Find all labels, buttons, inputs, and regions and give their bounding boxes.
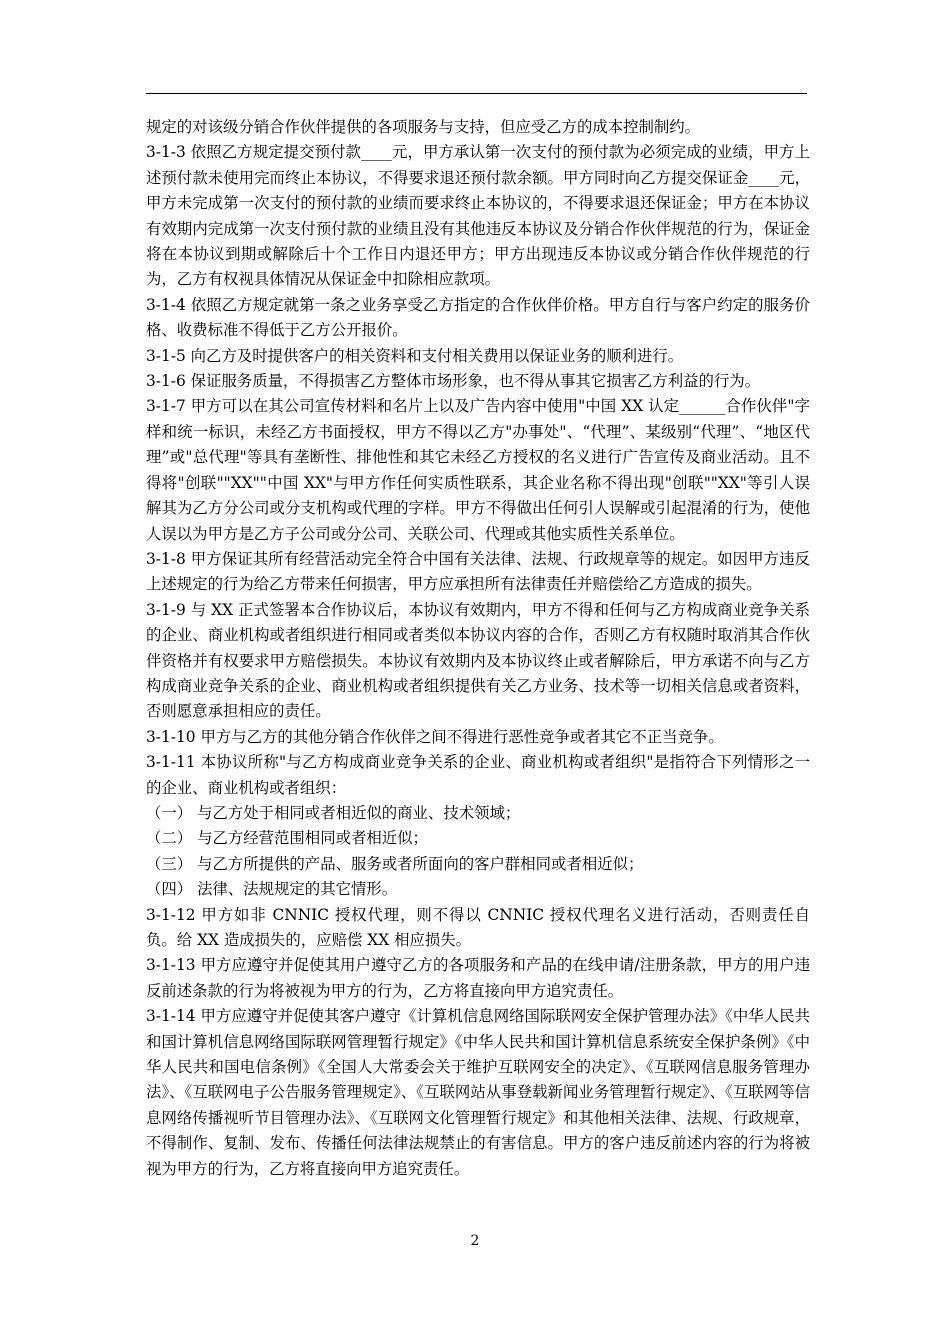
list-item-4: （四） 法律、法规规定的其它情形。 [146, 880, 398, 899]
clause-3-1-3: 3-1-3 依照乙方规定提交预付款____元，甲方承认第一次支付的预付款为必须完成的业绩，甲方上述预付款未使用完而终止本协议，不得要求退还预付款余额。甲方同时向乙方提交保证金____元，甲方未完成第一次支付的预付款的业绩而要求终止本协议的，不得要求退还保证金；甲方在本协议有效期内完成第一次支付预付款的业绩且没有其他违反本协议及分销合作伙伴规范的行为，保证金将在本协议到期或解除后十个工作日内退还甲方；甲方出现违反本协议或分销合作伙伴规范的行为，乙方有权视具体情况从保证金中扣除相应款项。 [146, 143, 810, 289]
clause-3-1-6: 3-1-6 保证服务质量，不得损害乙方整体市场形象，也不得从事其它损害乙方利益的行为。 [146, 372, 761, 391]
list-item-2: （二） 与乙方经营范围相同或者相近似； [146, 829, 428, 848]
clause-3-1-8: 3-1-8 甲方保证其所有经营活动完全符合中国有关法律、法规、行政规章等的规定。如因甲方违反上述规定的行为给乙方带来任何损害，甲方应承担所有法律责任并赔偿给乙方造成的损失。 [146, 549, 810, 594]
clause-3-1-4: 3-1-4 依照乙方规定就第一条之业务享受乙方指定的合作伙伴价格。甲方自行与客户约定的服务价格、收费标准不得低于乙方公开报价。 [146, 295, 810, 340]
clause-3-1-11: 3-1-11 本协议所称"与乙方构成商业竞争关系的企业、商业机构或者组织"是指符合下列情形之一的企业、商业机构或者组织： [146, 753, 810, 797]
paragraph-continuation: 规定的对该级分销合作伙伴提供的各项服务与支持，但应受乙方的成本控制制约。 [146, 118, 701, 136]
header-divider [146, 93, 807, 94]
clause-3-1-13: 3-1-13 甲方应遵守并促使其用户遵守乙方的各项服务和产品的在线申请/注册条款，甲方的用户违反前述条款的行为将被视为甲方的行为，乙方将直接向甲方追究责任。 [146, 956, 810, 1000]
clause-3-1-10: 3-1-10 甲方与乙方的其他分销合作伙伴之间不得进行恶性竞争或者其它不正当竞争。 [146, 727, 724, 746]
clause-3-1-5: 3-1-5 向乙方及时提供客户的相关资料和支付相关费用以保证业务的顺利进行。 [146, 346, 684, 365]
clause-3-1-7: 3-1-7 甲方可以在其公司宣传材料和名片上以及广告内容中使用"中国 XX 认定______合作伙伴"字样和统一标识，未经乙方书面授权，甲方不得以乙方"办事处"、“代理”、某级别“代理”、“地区代理”或"总代理"等具有垄断性、排他性和其它未经乙方授权的名义进行广告宣传及商业活动。且不得将"创联""XX""中国 XX"与甲方作任何实质性联系，其企业名称不得出现"创联""XX"等引人误解其为乙方分公司或分支机构或代理的字样。甲方不得做出任何引人误解或引起混淆的行为，使他人误以为甲方是乙方子公司或分公司、关联公司、代理或其他实质性关系单位。 [146, 397, 810, 543]
list-item-1: （一） 与乙方处于相同或者相近似的商业、技术领域； [146, 803, 521, 822]
clause-3-1-14: 3-1-14 甲方应遵守并促使其客户遵守《计算机信息网络国际联网安全保护管理办法》《中华人民共和国计算机信息网络国际联网管理暂行规定》《中华人民共和国计算机信息系统安全保护条例》《中华人民共和国电信条例》《全国人大常委会关于维护互联网安全的决定》、《互联网信息服务管理办法》、《互联网电子公告服务管理规定》、《互联网站从事登载新闻业务管理暂行规定》、《互联网等信息网络传播视听节目管理办法》、《互联网文化管理暂行规定》和其他相关法律、法规、行政规章，不得制作、复制、发布、传播任何法律法规禁止的有害信息。甲方的客户违反前述内容的行为将被视为甲方的行为，乙方将直接向甲方追究责任。 [146, 1007, 810, 1178]
list-item-3: （三） 与乙方所提供的产品、服务或者所面向的客户群相同或者相近似； [146, 854, 644, 873]
page-number: 2 [470, 1233, 480, 1249]
clause-3-1-12: 3-1-12 甲方如非 CNNIC 授权代理，则不得以 CNNIC 授权代理名义进行活动，否则责任自负。给 XX 造成损失的，应赔偿 XX 相应损失。 [146, 905, 810, 949]
document-body [146, 115, 810, 1182]
clause-3-1-9: 3-1-9 与 XX 正式签署本合作协议后，本协议有效期内，甲方不得和任何与乙方构成商业竞争关系的企业、商业机构或者组织进行相同或者类似本协议内容的合作，否则乙方有权随时取消其合作伙伴资格并有权要求甲方赔偿损失。本协议有效期内及本协议终止或者解除后，甲方承诺不向与乙方构成商业竞争关系的企业、商业机构或者组织提供有关乙方业务、技术等一切相关信息或者资料，否则愿意承担相应的责任。 [146, 600, 810, 721]
